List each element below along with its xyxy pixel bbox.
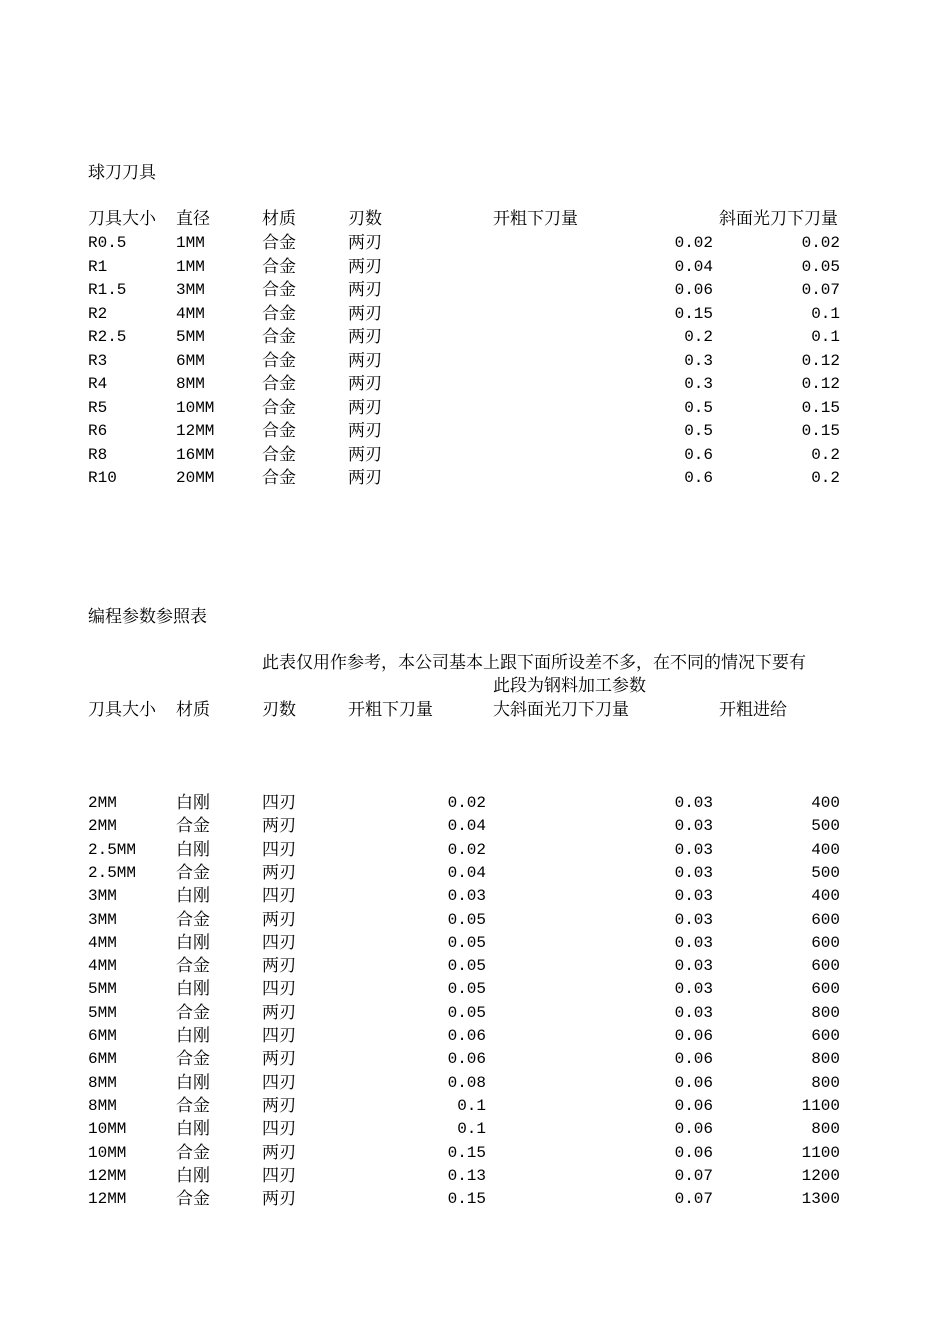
ball-flutes-cell: 两刃	[348, 468, 382, 488]
ball-material-cell: 合金	[262, 468, 296, 488]
program-material-cell: 白刚	[176, 979, 210, 1000]
ball-slope-finish-depth-cell: 0.1	[811, 304, 840, 323]
ball-rough-depth-cell: 0.06	[674, 281, 713, 299]
ball-flutes-cell: 两刃	[348, 397, 382, 418]
program-header-flutes: 刃数	[262, 700, 296, 720]
ball-material-cell: 合金	[262, 303, 296, 324]
ball-slope-finish-depth-cell: 0.2	[811, 445, 840, 464]
program-size-cell: 2.5MM	[88, 840, 137, 859]
ball-rough-depth-cell: 0.2	[684, 328, 713, 346]
program-rough-depth-cell: 0.03	[447, 887, 486, 906]
program-rough-feed-cell: 400	[811, 840, 840, 859]
ball-size-cell: R2	[88, 304, 108, 323]
ball-rough-depth-cell: 0.3	[684, 375, 713, 393]
ball-material-cell: 合金	[262, 233, 296, 253]
program-material-cell: 白刚	[176, 1119, 210, 1140]
program-rough-feed-cell: 600	[811, 910, 840, 929]
program-slope-finish-depth-cell: 0.03	[674, 840, 713, 859]
ball-rough-depth-cell: 0.3	[684, 351, 713, 370]
program-size-cell: 12MM	[88, 1166, 127, 1185]
ball-diameter-cell: 1MM	[176, 234, 205, 252]
ball-size-cell: R10	[88, 469, 117, 487]
program-size-cell: 2.5MM	[88, 863, 137, 882]
program-rough-feed-cell: 600	[811, 957, 840, 976]
program-rough-feed-cell: 600	[811, 1027, 840, 1045]
ball-section-title: 球刀刀具	[88, 163, 156, 183]
program-size-cell: 4MM	[88, 933, 117, 952]
program-flutes-cell: 两刃	[262, 1049, 296, 1070]
ball-slope-finish-depth-cell: 0.05	[801, 257, 840, 276]
program-flutes-cell: 两刃	[262, 1142, 296, 1163]
ball-material-cell: 合金	[262, 444, 296, 465]
ball-material-cell: 合金	[262, 280, 296, 300]
program-size-cell: 8MM	[88, 1073, 117, 1092]
ball-diameter-cell: 3MM	[176, 281, 205, 299]
ball-material-cell: 合金	[262, 327, 296, 347]
ball-flutes-cell: 两刃	[348, 350, 382, 371]
program-material-cell: 白刚	[176, 1026, 210, 1046]
program-flutes-cell: 四刃	[262, 793, 296, 813]
ball-diameter-cell: 6MM	[176, 351, 205, 370]
program-size-cell: 5MM	[88, 980, 117, 999]
program-rough-depth-cell: 0.15	[447, 1190, 486, 1209]
program-flutes-cell: 四刃	[262, 1026, 296, 1046]
program-rough-depth-cell: 0.08	[447, 1073, 486, 1092]
ball-diameter-cell: 12MM	[176, 422, 215, 440]
program-slope-finish-depth-cell: 0.07	[674, 1190, 713, 1209]
ball-slope-finish-depth-cell: 0.07	[801, 281, 840, 299]
program-header-rough-feed: 开粗进给	[719, 700, 787, 720]
program-rough-depth-cell: 0.1	[457, 1120, 486, 1139]
ball-slope-finish-depth-cell: 0.2	[811, 469, 840, 487]
ball-material-cell: 合金	[262, 256, 296, 277]
program-material-cell: 合金	[176, 862, 210, 883]
ball-slope-finish-depth-cell: 0.12	[801, 351, 840, 370]
program-flutes-cell: 四刃	[262, 1119, 296, 1140]
program-rough-depth-cell: 0.02	[447, 840, 486, 859]
program-header-slope-finish-depth: 大斜面光刀下刀量	[493, 700, 629, 720]
ball-diameter-cell: 1MM	[176, 257, 205, 276]
ball-size-cell: R4	[88, 375, 108, 393]
program-slope-finish-depth-cell: 0.03	[674, 887, 713, 906]
program-header-size: 刀具大小	[88, 700, 156, 720]
program-rough-feed-cell: 500	[811, 863, 840, 882]
program-section-title: 编程参数参照表	[88, 607, 207, 627]
program-header-rough-depth: 开粗下刀量	[348, 700, 433, 720]
ball-size-cell: R1.5	[88, 281, 127, 299]
program-size-cell: 12MM	[88, 1190, 127, 1209]
program-rough-depth-cell: 0.05	[447, 980, 486, 999]
program-flutes-cell: 两刃	[262, 956, 296, 977]
program-slope-finish-depth-cell: 0.03	[674, 957, 713, 976]
program-size-cell: 10MM	[88, 1143, 127, 1162]
program-material-cell: 合金	[176, 956, 210, 977]
ball-flutes-cell: 两刃	[348, 444, 382, 465]
ball-flutes-cell: 两刃	[348, 303, 382, 324]
program-slope-finish-depth-cell: 0.03	[674, 933, 713, 952]
program-slope-finish-depth-cell: 0.06	[674, 1096, 713, 1115]
program-flutes-cell: 两刃	[262, 909, 296, 930]
program-flutes-cell: 四刃	[262, 979, 296, 1000]
program-material-cell: 合金	[176, 909, 210, 930]
program-material-cell: 合金	[176, 1095, 210, 1116]
program-rough-depth-cell: 0.13	[447, 1166, 486, 1185]
program-rough-depth-cell: 0.05	[447, 957, 486, 976]
program-slope-finish-depth-cell: 0.03	[674, 817, 713, 836]
ball-header-flutes: 刃数	[348, 209, 382, 229]
ball-diameter-cell: 20MM	[176, 469, 215, 487]
ball-flutes-cell: 两刃	[348, 233, 382, 253]
program-rough-depth-cell: 0.05	[447, 933, 486, 952]
program-flutes-cell: 两刃	[262, 1095, 296, 1116]
ball-rough-depth-cell: 0.6	[684, 469, 713, 487]
program-material-cell: 合金	[176, 1189, 210, 1210]
program-rough-depth-cell: 0.06	[447, 1027, 486, 1045]
ball-header-rough-depth: 开粗下刀量	[493, 209, 578, 229]
program-flutes-cell: 两刃	[262, 862, 296, 883]
ball-size-cell: R8	[88, 445, 108, 464]
program-slope-finish-depth-cell: 0.03	[674, 794, 713, 812]
program-rough-feed-cell: 400	[811, 887, 840, 906]
ball-slope-finish-depth-cell: 0.15	[801, 422, 840, 440]
ball-flutes-cell: 两刃	[348, 374, 382, 394]
program-flutes-cell: 四刃	[262, 886, 296, 907]
program-size-cell: 5MM	[88, 1003, 117, 1022]
program-slope-finish-depth-cell: 0.03	[674, 863, 713, 882]
ball-diameter-cell: 5MM	[176, 328, 205, 346]
program-flutes-cell: 四刃	[262, 932, 296, 953]
ball-rough-depth-cell: 0.15	[674, 304, 713, 323]
ball-slope-finish-depth-cell: 0.02	[801, 234, 840, 252]
program-slope-finish-depth-cell: 0.06	[674, 1073, 713, 1092]
program-rough-feed-cell: 1300	[801, 1190, 840, 1209]
ball-flutes-cell: 两刃	[348, 421, 382, 441]
program-slope-finish-depth-cell: 0.06	[674, 1143, 713, 1162]
program-rough-depth-cell: 0.15	[447, 1143, 486, 1162]
ball-flutes-cell: 两刃	[348, 327, 382, 347]
ball-size-cell: R5	[88, 398, 108, 417]
program-material-cell: 白刚	[176, 1165, 210, 1186]
program-material-cell: 白刚	[176, 839, 210, 860]
program-rough-feed-cell: 1200	[801, 1166, 840, 1185]
ball-slope-finish-depth-cell: 0.15	[801, 398, 840, 417]
ball-rough-depth-cell: 0.02	[674, 234, 713, 252]
program-rough-depth-cell: 0.04	[447, 817, 486, 836]
ball-header-material: 材质	[262, 209, 296, 229]
program-size-cell: 3MM	[88, 887, 117, 906]
program-slope-finish-depth-cell: 0.06	[674, 1050, 713, 1069]
program-slope-finish-depth-cell: 0.07	[674, 1166, 713, 1185]
ball-diameter-cell: 4MM	[176, 304, 205, 323]
ball-flutes-cell: 两刃	[348, 280, 382, 300]
program-rough-feed-cell: 600	[811, 980, 840, 999]
program-size-cell: 3MM	[88, 910, 117, 929]
ball-header-diameter: 直径	[176, 209, 210, 229]
program-material-cell: 合金	[176, 1002, 210, 1023]
program-rough-feed-cell: 800	[811, 1003, 840, 1022]
program-slope-finish-depth-cell: 0.03	[674, 1003, 713, 1022]
program-material-cell: 合金	[176, 1049, 210, 1070]
program-header-material: 材质	[176, 700, 210, 720]
ball-material-cell: 合金	[262, 350, 296, 371]
program-note: 此表仅用作参考，本公司基本上跟下面所设差不多，在不同的情况下要有	[262, 653, 806, 673]
program-flutes-cell: 四刃	[262, 1165, 296, 1186]
program-size-cell: 2MM	[88, 817, 117, 836]
program-material-cell: 白刚	[176, 886, 210, 907]
program-material-cell: 白刚	[176, 793, 210, 813]
ball-header-slope-finish-depth: 斜面光刀下刀量	[719, 209, 838, 229]
ball-size-cell: R3	[88, 351, 108, 370]
ball-slope-finish-depth-cell: 0.12	[801, 375, 840, 393]
program-material-cell: 白刚	[176, 932, 210, 953]
program-rough-depth-cell: 0.02	[447, 794, 486, 812]
ball-size-cell: R1	[88, 257, 108, 276]
ball-size-cell: R2.5	[88, 328, 127, 346]
ball-rough-depth-cell: 0.6	[684, 445, 713, 464]
program-flutes-cell: 四刃	[262, 839, 296, 860]
program-size-cell: 6MM	[88, 1050, 117, 1069]
program-material-cell: 合金	[176, 816, 210, 837]
program-slope-finish-depth-cell: 0.06	[674, 1027, 713, 1045]
program-rough-feed-cell: 600	[811, 933, 840, 952]
program-rough-feed-cell: 500	[811, 817, 840, 836]
program-material-cell: 白刚	[176, 1072, 210, 1093]
ball-diameter-cell: 16MM	[176, 445, 215, 464]
program-rough-feed-cell: 800	[811, 1050, 840, 1069]
program-slope-finish-depth-cell: 0.06	[674, 1120, 713, 1139]
ball-rough-depth-cell: 0.5	[684, 398, 713, 417]
ball-material-cell: 合金	[262, 421, 296, 441]
program-rough-feed-cell: 400	[811, 794, 840, 812]
program-size-cell: 10MM	[88, 1120, 127, 1139]
program-size-cell: 2MM	[88, 794, 117, 812]
program-flutes-cell: 两刃	[262, 1002, 296, 1023]
ball-header-size: 刀具大小	[88, 209, 156, 229]
program-rough-feed-cell: 1100	[801, 1096, 840, 1115]
program-rough-depth-cell: 0.04	[447, 863, 486, 882]
program-flutes-cell: 两刃	[262, 1189, 296, 1210]
ball-diameter-cell: 8MM	[176, 375, 205, 393]
ball-material-cell: 合金	[262, 397, 296, 418]
program-slope-finish-depth-cell: 0.03	[674, 910, 713, 929]
program-size-cell: 8MM	[88, 1096, 117, 1115]
program-rough-depth-cell: 0.05	[447, 1003, 486, 1022]
program-rough-feed-cell: 800	[811, 1073, 840, 1092]
program-rough-feed-cell: 800	[811, 1120, 840, 1139]
program-rough-depth-cell: 0.06	[447, 1050, 486, 1069]
ball-rough-depth-cell: 0.04	[674, 257, 713, 276]
ball-material-cell: 合金	[262, 374, 296, 394]
program-flutes-cell: 两刃	[262, 816, 296, 837]
program-rough-depth-cell: 0.05	[447, 910, 486, 929]
program-slope-finish-depth-cell: 0.03	[674, 980, 713, 999]
program-flutes-cell: 四刃	[262, 1072, 296, 1093]
ball-flutes-cell: 两刃	[348, 256, 382, 277]
ball-size-cell: R0.5	[88, 234, 127, 252]
ball-diameter-cell: 10MM	[176, 398, 215, 417]
ball-rough-depth-cell: 0.5	[684, 422, 713, 440]
program-material-cell: 合金	[176, 1142, 210, 1163]
program-size-cell: 4MM	[88, 957, 117, 976]
program-size-cell: 6MM	[88, 1027, 117, 1045]
ball-slope-finish-depth-cell: 0.1	[811, 328, 840, 346]
program-rough-feed-cell: 1100	[801, 1143, 840, 1162]
program-rough-depth-cell: 0.1	[457, 1096, 486, 1115]
ball-size-cell: R6	[88, 422, 108, 440]
program-subnote: 此段为钢料加工参数	[493, 676, 646, 696]
